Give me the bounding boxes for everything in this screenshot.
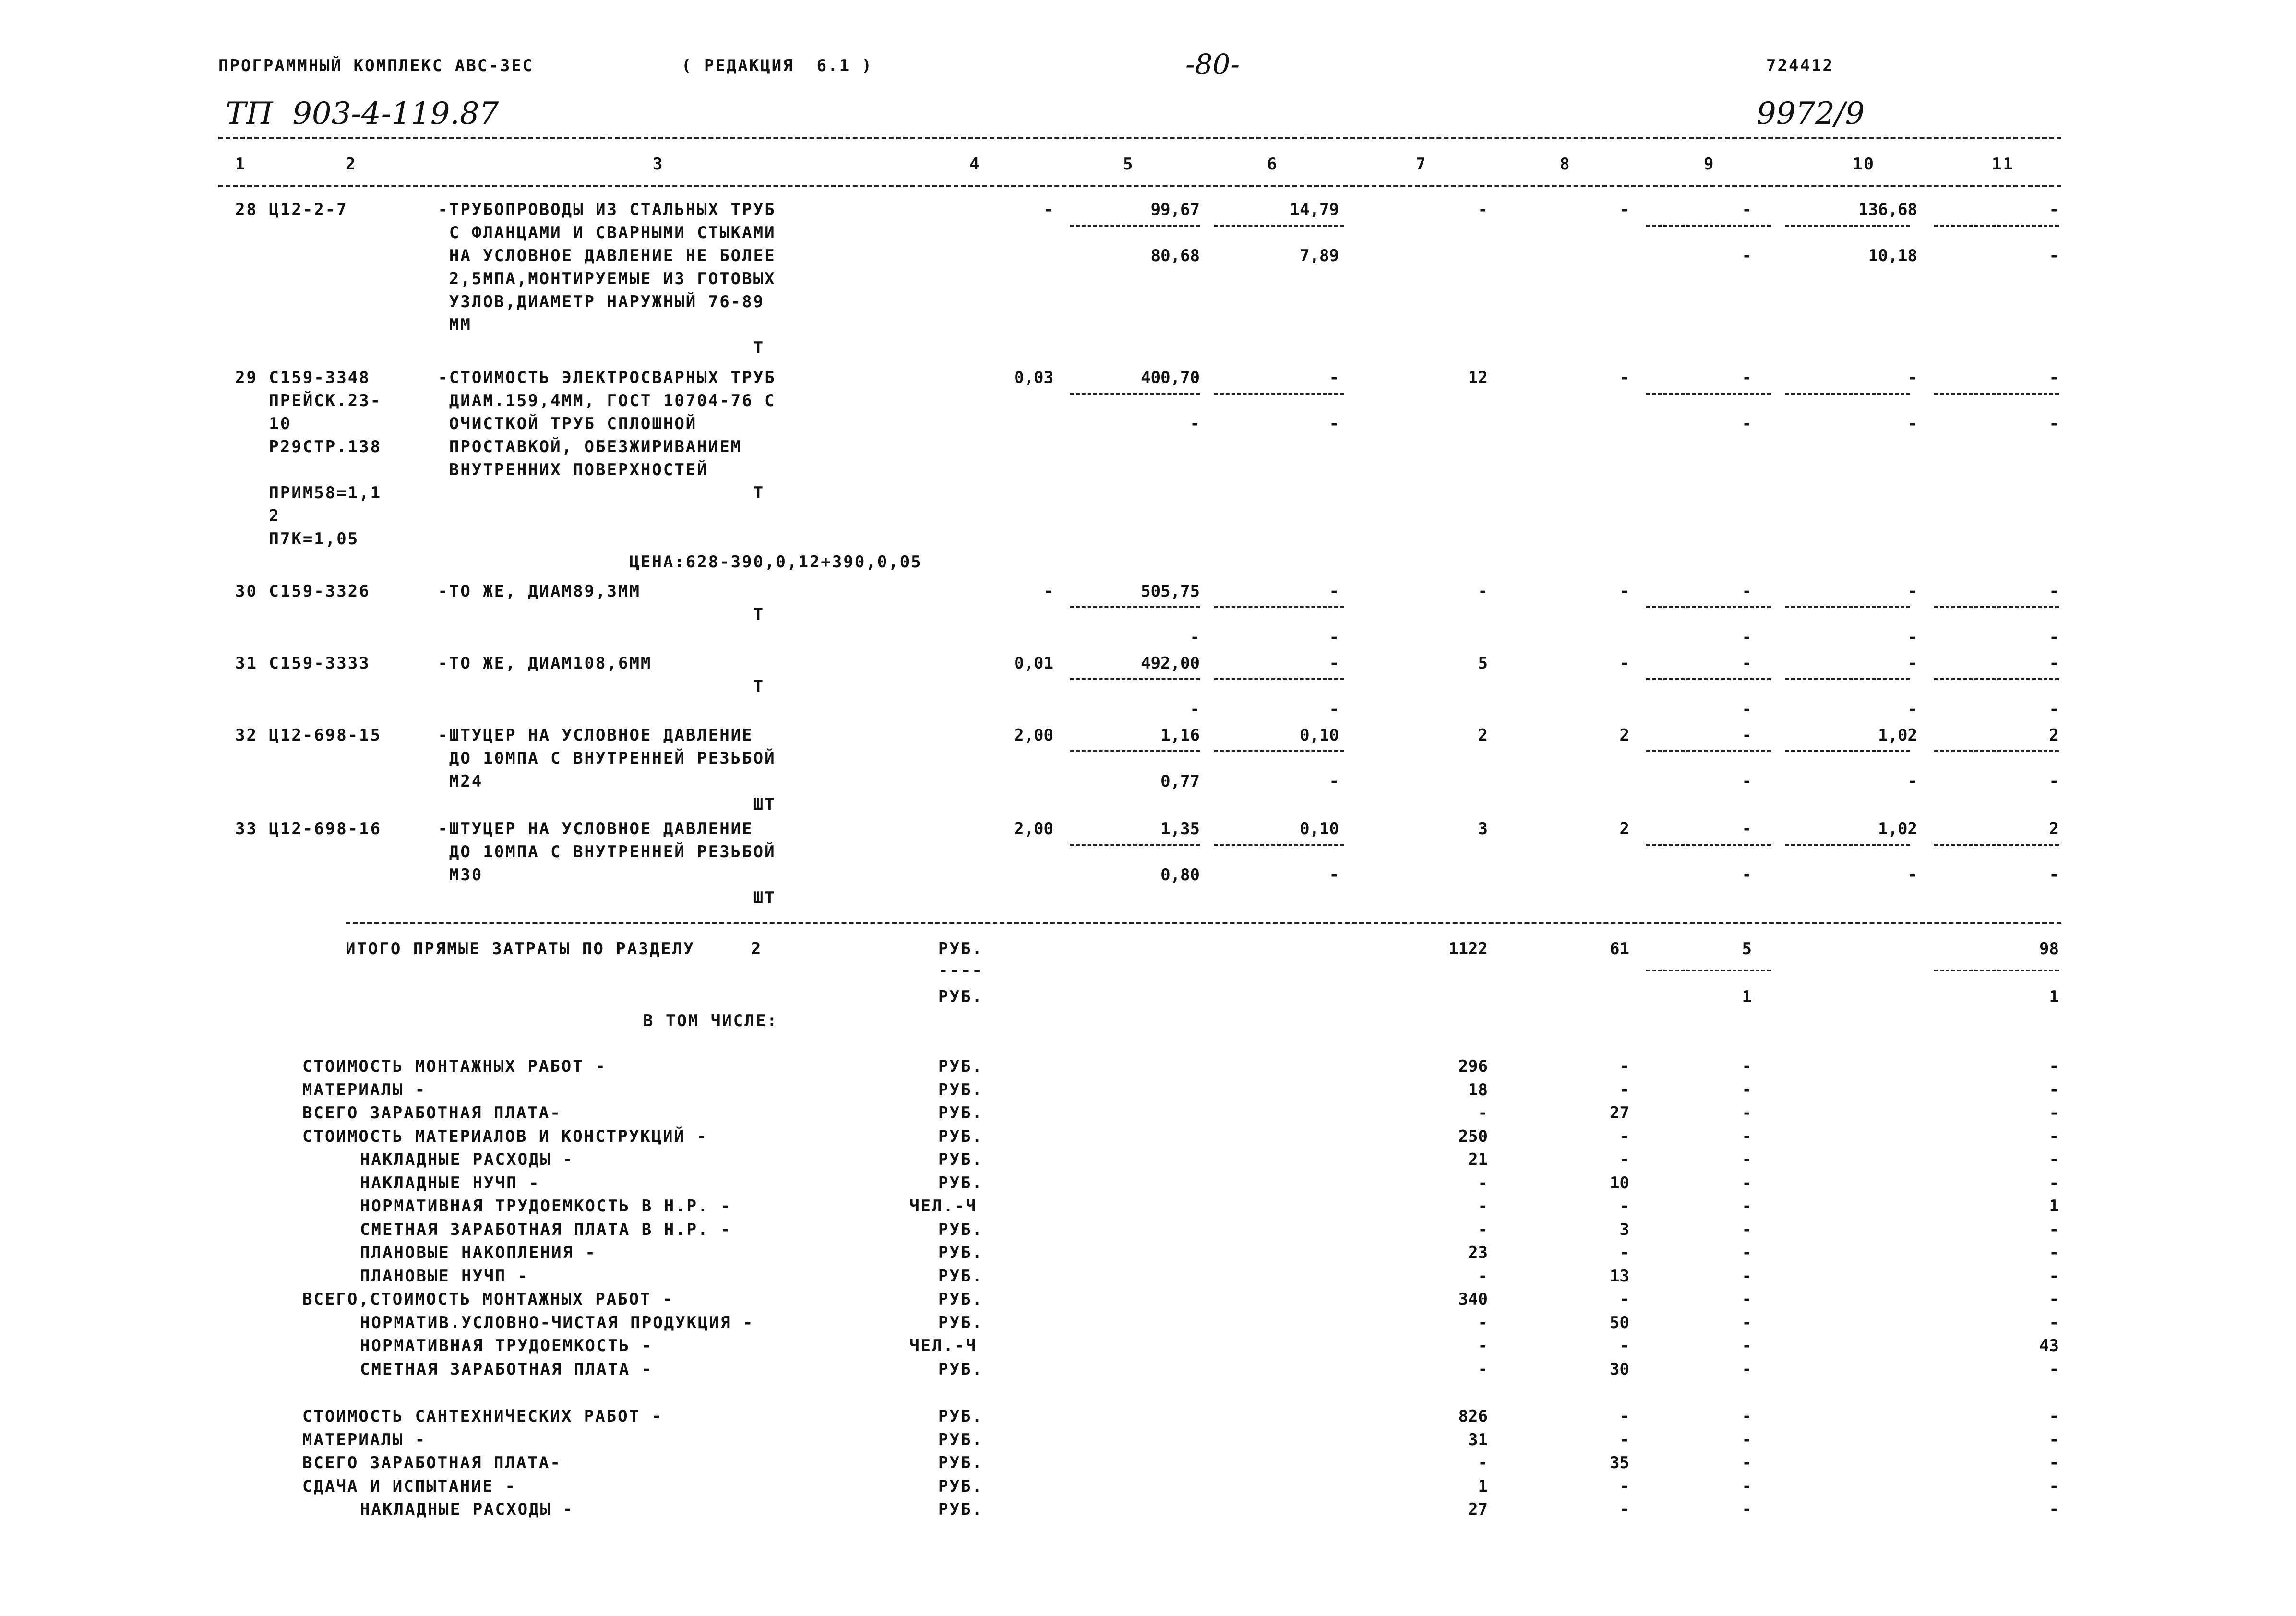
sub-divider xyxy=(1070,750,1200,752)
rule-totals xyxy=(346,922,2061,924)
cell-totals-col9-b: 1 xyxy=(1742,987,1752,1006)
row-text-line: М30 xyxy=(235,865,483,885)
breakdown-label: МАТЕРИАЛЫ - xyxy=(302,1430,427,1449)
cell-col9-b: - xyxy=(1742,865,1752,885)
cell-col8: - xyxy=(1619,1336,1629,1355)
row-text-line: 31 С159-3333 -ТО ЖЕ, ДИАМ108,6ММ xyxy=(235,654,652,673)
cell-col9: - xyxy=(1742,1220,1752,1239)
cell-col7: 1 xyxy=(1478,1476,1488,1496)
row-text-line: ШТ xyxy=(235,795,776,814)
breakdown-unit: РУБ. xyxy=(938,1126,983,1146)
cell-col8: - xyxy=(1619,200,1629,219)
cell-col9: - xyxy=(1742,1150,1752,1169)
breakdown-label: СТОИМОСТЬ МОНТАЖНЫХ РАБОТ - xyxy=(302,1057,607,1076)
cell-col9: - xyxy=(1742,1290,1752,1309)
cell-col8: 2 xyxy=(1619,819,1629,838)
row-text-line: ПРЕЙСК.23- ДИАМ.159,4ММ, ГОСТ 10704-76 С xyxy=(235,391,776,410)
cell-col6-b: 7,89 xyxy=(1300,246,1339,265)
row-text-line: Р29СТР.138 ПРОСТАВКОЙ, ОБЕЗЖИРИВАНИЕМ xyxy=(235,437,742,456)
column-header-6: 6 xyxy=(1267,155,1279,174)
cell-col5-b: 0,80 xyxy=(1160,865,1200,885)
sub-divider xyxy=(1214,678,1344,680)
cell-col8: - xyxy=(1619,1500,1629,1519)
breakdown-label: НАКЛАДНЫЕ РАСХОДЫ - xyxy=(360,1150,574,1169)
breakdown-unit: ЧЕЛ.-Ч xyxy=(909,1336,977,1355)
cell-col7: - xyxy=(1478,1336,1488,1355)
cell-col8: - xyxy=(1619,1080,1629,1100)
breakdown-label: НАКЛАДНЫЕ НУЧП - xyxy=(360,1173,540,1193)
cell-col5-b: 80,68 xyxy=(1150,246,1200,265)
cell-col11-a: 2 xyxy=(2049,819,2059,838)
row-text-line: Т xyxy=(235,605,765,624)
breakdown-label: НОРМАТИВНАЯ ТРУДОЕМКОСТЬ В Н.Р. - xyxy=(360,1197,732,1216)
cell-col11: - xyxy=(2049,1453,2059,1472)
cell-col9-b: - xyxy=(1742,772,1752,791)
cell-col7: 296 xyxy=(1458,1057,1488,1076)
breakdown-unit: РУБ. xyxy=(938,1266,983,1286)
sub-divider xyxy=(1214,606,1344,608)
cell-col4: - xyxy=(1043,582,1053,601)
cell-col9-a: - xyxy=(1742,582,1752,601)
cell-col9-b: - xyxy=(1742,246,1752,265)
cell-col11-b: - xyxy=(2049,246,2059,265)
cell-col8: - xyxy=(1619,1150,1629,1169)
cell-col10-b: - xyxy=(1907,865,1917,885)
row-text-line: 2,5МПА,МОНТИРУЕМЫЕ ИЗ ГОТОВЫХ xyxy=(235,269,776,288)
cell-col7: - xyxy=(1478,1266,1488,1286)
cell-col10-a: 136,68 xyxy=(1858,200,1917,219)
breakdown-unit: РУБ. xyxy=(938,1313,983,1332)
sub-divider xyxy=(1646,225,1771,227)
cell-col9-a: - xyxy=(1742,200,1752,219)
breakdown-label: СТОИМОСТЬ МАТЕРИАЛОВ И КОНСТРУКЦИЙ - xyxy=(302,1126,708,1146)
sub-divider xyxy=(1214,844,1344,846)
cell-col11: - xyxy=(2049,1359,2059,1379)
row-text-line: 10 ОЧИСТКОЙ ТРУБ СПЛОШНОЙ xyxy=(235,414,697,433)
column-header-2: 2 xyxy=(346,155,357,174)
sub-divider xyxy=(1934,678,2059,680)
sub-divider xyxy=(1646,393,1771,395)
cell-col9: - xyxy=(1742,1500,1752,1519)
cell-col9-a: - xyxy=(1742,726,1752,745)
cell-col6-a: 0,10 xyxy=(1300,819,1339,838)
sub-divider xyxy=(1934,844,2059,846)
cell-col10-b: - xyxy=(1907,700,1917,719)
cell-col6-a: 14,79 xyxy=(1290,200,1339,219)
rule-header xyxy=(218,185,2061,187)
cell-col11: - xyxy=(2049,1173,2059,1193)
sub-divider xyxy=(1646,844,1771,846)
cell-col10-b: - xyxy=(1907,772,1917,791)
breakdown-unit: РУБ. xyxy=(938,1430,983,1449)
row-text-line: 30 С159-3326 -ТО ЖЕ, ДИАМ89,3ММ xyxy=(235,582,641,601)
row-text-line: ДО 10МПА С ВНУТРЕННЕЙ РЕЗЬБОЙ xyxy=(235,842,776,862)
breakdown-unit: РУБ. xyxy=(938,1150,983,1169)
sub-divider xyxy=(1214,225,1344,227)
row-text-line: П7К=1,05 xyxy=(235,529,359,549)
breakdown-label: МАТЕРИАЛЫ - xyxy=(302,1080,427,1100)
cell-col11: - xyxy=(2049,1290,2059,1309)
cell-col8: 13 xyxy=(1610,1266,1629,1286)
breakdown-label: СДАЧА И ИСПЫТАНИЕ - xyxy=(302,1476,516,1496)
cell-col7: - xyxy=(1478,1359,1488,1379)
cell-col8: 35 xyxy=(1610,1453,1629,1472)
row-text-line: 28 Ц12-2-7 -ТРУБОПРОВОДЫ ИЗ СТАЛЬНЫХ ТРУБ xyxy=(235,200,776,219)
cell-col11: - xyxy=(2049,1266,2059,1286)
breakdown-unit: ЧЕЛ.-Ч xyxy=(909,1197,977,1216)
cell-col10-a: - xyxy=(1907,654,1917,673)
sub-divider xyxy=(1785,844,1910,846)
breakdown-label: ПЛАНОВЫЕ НАКОПЛЕНИЯ - xyxy=(360,1243,597,1262)
cell-col9: - xyxy=(1742,1313,1752,1332)
cell-col11: - xyxy=(2049,1243,2059,1262)
cell-col11: - xyxy=(2049,1126,2059,1146)
cell-col9: - xyxy=(1742,1243,1752,1262)
cell-col5-a: 1,16 xyxy=(1160,726,1200,745)
cell-col11: - xyxy=(2049,1057,2059,1076)
cell-col11-a: - xyxy=(2049,200,2059,219)
sheet-number: 9972/9 xyxy=(1757,96,1865,132)
cell-col9: - xyxy=(1742,1057,1752,1076)
breakdown-label: ВСЕГО,СТОИМОСТЬ МОНТАЖНЫХ РАБОТ - xyxy=(302,1290,674,1309)
document-id: ТП 903-4-119.87 xyxy=(226,96,499,132)
breakdown-label: СТОИМОСТЬ САНТЕХНИЧЕСКИХ РАБОТ - xyxy=(302,1407,663,1426)
row-text-line: М24 xyxy=(235,772,483,791)
cell-col7: - xyxy=(1478,1313,1488,1332)
cell-col11: - xyxy=(2049,1430,2059,1449)
cell-col11: - xyxy=(2049,1407,2059,1426)
sub-divider xyxy=(1070,606,1200,608)
cell-col7: - xyxy=(1478,200,1488,219)
cell-col11-a: - xyxy=(2049,654,2059,673)
breakdown-unit: РУБ. xyxy=(938,1453,983,1472)
cell-totals-col11-b: 1 xyxy=(2049,987,2059,1006)
sub-divider xyxy=(1934,970,2059,971)
program-title: ПРОГРАММНЫЙ КОМПЛЕКС АВС-ЗЕС xyxy=(218,56,534,75)
cell-col9-a: - xyxy=(1742,368,1752,387)
cell-col7: 826 xyxy=(1458,1407,1488,1426)
cell-col9: - xyxy=(1742,1080,1752,1100)
cell-col5-b: - xyxy=(1190,628,1200,647)
sub-divider xyxy=(1934,750,2059,752)
sub-divider xyxy=(1214,393,1344,395)
sub-divider xyxy=(1934,393,2059,395)
cell-col9: - xyxy=(1742,1359,1752,1379)
breakdown-label: НОРМАТИВНАЯ ТРУДОЕМКОСТЬ - xyxy=(360,1336,653,1355)
cell-col4: 2,00 xyxy=(1014,726,1053,745)
sub-divider xyxy=(1646,678,1771,680)
sub-divider xyxy=(1785,225,1910,227)
column-header-10: 10 xyxy=(1853,155,1875,174)
cell-col7: - xyxy=(1478,1453,1488,1472)
cell-col10-a: - xyxy=(1907,368,1917,387)
row-text-line: ШТ xyxy=(235,888,776,908)
cell-col9-a: - xyxy=(1742,819,1752,838)
cell-col9-a: - xyxy=(1742,654,1752,673)
cell-col11-b: - xyxy=(2049,865,2059,885)
row-text-line: ДО 10МПА С ВНУТРЕННЕЙ РЕЗЬБОЙ xyxy=(235,749,776,768)
doc-code: 724412 xyxy=(1766,56,1834,75)
sub-divider xyxy=(1070,678,1200,680)
cell-col7: - xyxy=(1478,1197,1488,1216)
column-header-1: 1 xyxy=(235,155,247,174)
breakdown-unit: РУБ. xyxy=(938,1220,983,1239)
cell-col4: 0,01 xyxy=(1014,654,1053,673)
breakdown-unit: РУБ. xyxy=(938,1173,983,1193)
cell-col6-b: - xyxy=(1329,772,1339,791)
cell-col7: 250 xyxy=(1458,1126,1488,1146)
cell-col8: - xyxy=(1619,582,1629,601)
cell-col9: - xyxy=(1742,1103,1752,1123)
sub-divider xyxy=(1646,970,1771,971)
cell-col11-a: - xyxy=(2049,368,2059,387)
column-header-9: 9 xyxy=(1704,155,1715,174)
cell-col7: 23 xyxy=(1468,1243,1488,1262)
breakdown-label: СМЕТНАЯ ЗАРАБОТНАЯ ПЛАТА - xyxy=(360,1359,653,1379)
cell-col11-a: - xyxy=(2049,582,2059,601)
cell-col7: 31 xyxy=(1468,1430,1488,1449)
cell-col8: 27 xyxy=(1610,1103,1629,1123)
cell-col6-b: - xyxy=(1329,414,1339,433)
sub-divider xyxy=(1070,393,1200,395)
sub-divider xyxy=(1785,678,1910,680)
breakdown-unit: РУБ. xyxy=(938,1290,983,1309)
row-text-line: 29 С159-3348 -СТОИМОСТЬ ЭЛЕКТРОСВАРНЫХ ТРУБ xyxy=(235,368,776,387)
cell-col5-a: 400,70 xyxy=(1141,368,1200,387)
column-header-11: 11 xyxy=(1992,155,2014,174)
cell-totals-col9-a: 5 xyxy=(1742,939,1752,958)
cell-col5-a: 505,75 xyxy=(1141,582,1200,601)
cell-col8: 10 xyxy=(1610,1173,1629,1193)
cell-col6-a: 0,10 xyxy=(1300,726,1339,745)
cell-col10-a: - xyxy=(1907,582,1917,601)
cell-col6-a: - xyxy=(1329,654,1339,673)
row-text-line: 32 Ц12-698-15 -ШТУЦЕР НА УСЛОВНОЕ ДАВЛЕНИЕ xyxy=(235,726,753,745)
cell-col8: - xyxy=(1619,1126,1629,1146)
breakdown-unit: РУБ. xyxy=(938,1080,983,1100)
sub-divider xyxy=(1785,393,1910,395)
totals-label: ИТОГО ПРЯМЫЕ ЗАТРАТЫ ПО РАЗДЕЛУ 2 xyxy=(346,939,763,958)
sub-divider xyxy=(1214,750,1344,752)
sub-divider xyxy=(1785,606,1910,608)
row-text-line: ММ xyxy=(235,315,472,335)
cell-col9-b: - xyxy=(1742,628,1752,647)
cell-col11: - xyxy=(2049,1476,2059,1496)
cell-totals-col7: 1122 xyxy=(1448,939,1488,958)
column-header-5: 5 xyxy=(1123,155,1135,174)
row-text-line: 33 Ц12-698-16 -ШТУЦЕР НА УСЛОВНОЕ ДАВЛЕНИЕ xyxy=(235,819,753,838)
edition-label: ( РЕДАКЦИЯ 6.1 ) xyxy=(682,56,873,75)
row-text-line: Т xyxy=(235,338,765,358)
including-heading: В ТОМ ЧИСЛЕ: xyxy=(643,1011,778,1030)
cell-col11: - xyxy=(2049,1220,2059,1239)
row-text-line: ВНУТРЕННИХ ПОВЕРХНОСТЕЙ xyxy=(235,460,708,479)
cell-col10-a: 1,02 xyxy=(1878,726,1917,745)
cell-col9: - xyxy=(1742,1407,1752,1426)
cell-col8: - xyxy=(1619,1430,1629,1449)
sub-divider xyxy=(1934,606,2059,608)
cell-col7: 340 xyxy=(1458,1290,1488,1309)
sub-divider xyxy=(1785,750,1910,752)
cell-col5-a: 1,35 xyxy=(1160,819,1200,838)
rule-top xyxy=(218,137,2061,139)
column-header-3: 3 xyxy=(653,155,664,174)
cell-col4: 2,00 xyxy=(1014,819,1053,838)
row-text-line: С ФЛАНЦАМИ И СВАРНЫМИ СТЫКАМИ xyxy=(235,223,776,242)
sub-divider xyxy=(1070,225,1200,227)
row-text-line: ПРИМ58=1,1 Т xyxy=(235,483,765,503)
cell-col9-b: - xyxy=(1742,414,1752,433)
cell-col5-b: - xyxy=(1190,700,1200,719)
cell-col5-a: 492,00 xyxy=(1141,654,1200,673)
cell-col8: - xyxy=(1619,654,1629,673)
cell-col10-b: - xyxy=(1907,414,1917,433)
breakdown-unit: РУБ. xyxy=(938,1476,983,1496)
cell-col11: - xyxy=(2049,1500,2059,1519)
cell-col11: - xyxy=(2049,1150,2059,1169)
breakdown-label: НАКЛАДНЫЕ РАСХОДЫ - xyxy=(360,1500,574,1519)
breakdown-unit: РУБ. xyxy=(938,1103,983,1123)
cell-col8: 3 xyxy=(1619,1220,1629,1239)
cell-col8: - xyxy=(1619,1243,1629,1262)
breakdown-unit: РУБ. xyxy=(938,1243,983,1262)
sub-divider xyxy=(1646,606,1771,608)
cell-col8: 2 xyxy=(1619,726,1629,745)
cell-col7: 3 xyxy=(1478,819,1488,838)
cell-col9: - xyxy=(1742,1197,1752,1216)
cell-col9: - xyxy=(1742,1430,1752,1449)
cell-col8: 30 xyxy=(1610,1359,1629,1379)
cell-col9-b: - xyxy=(1742,700,1752,719)
cell-col7: - xyxy=(1478,1103,1488,1123)
page-number: -80- xyxy=(1185,48,1240,81)
sub-divider xyxy=(1070,844,1200,846)
breakdown-unit: РУБ. xyxy=(938,1500,983,1519)
cell-col6-a: - xyxy=(1329,368,1339,387)
row-text-line: 2 xyxy=(235,506,280,526)
cell-col11: - xyxy=(2049,1313,2059,1332)
cell-col7: 5 xyxy=(1478,654,1488,673)
cell-col6-b: - xyxy=(1329,700,1339,719)
column-header-7: 7 xyxy=(1416,155,1427,174)
row-text-line: НА УСЛОВНОЕ ДАВЛЕНИЕ НЕ БОЛЕЕ xyxy=(235,246,776,265)
cell-col9: - xyxy=(1742,1126,1752,1146)
cell-col11-b: - xyxy=(2049,414,2059,433)
cell-col11: 43 xyxy=(2039,1336,2059,1355)
row-text-line: ЦЕНА:628-390,0,12+390,0,05 xyxy=(235,552,922,572)
cell-col9: - xyxy=(1742,1173,1752,1193)
breakdown-label: НОРМАТИВ.УСЛОВНО-ЧИСТАЯ ПРОДУКЦИЯ - xyxy=(360,1313,754,1332)
cell-col4: 0,03 xyxy=(1014,368,1053,387)
cell-col7: 2 xyxy=(1478,726,1488,745)
breakdown-label: ВСЕГО ЗАРАБОТНАЯ ПЛАТА- xyxy=(302,1453,562,1472)
cell-col7: 27 xyxy=(1468,1500,1488,1519)
cell-col10-b: - xyxy=(1907,628,1917,647)
cell-col7: 12 xyxy=(1468,368,1488,387)
cell-col8: - xyxy=(1619,1476,1629,1496)
cell-col10-a: 1,02 xyxy=(1878,819,1917,838)
cell-col5-b: - xyxy=(1190,414,1200,433)
row-text-line: Т xyxy=(235,677,765,696)
cell-col7: - xyxy=(1478,1220,1488,1239)
cell-col5-a: 99,67 xyxy=(1150,200,1200,219)
breakdown-unit: РУБ. xyxy=(938,1359,983,1379)
cell-col8: - xyxy=(1619,1197,1629,1216)
cell-col11: - xyxy=(2049,1103,2059,1123)
cell-col7: 21 xyxy=(1468,1150,1488,1169)
breakdown-label: ВСЕГО ЗАРАБОТНАЯ ПЛАТА- xyxy=(302,1103,562,1123)
cell-totals-col8: 61 xyxy=(1610,939,1629,958)
column-header-8: 8 xyxy=(1560,155,1571,174)
sub-divider xyxy=(1934,225,2059,227)
cell-col11-b: - xyxy=(2049,628,2059,647)
cell-col7: - xyxy=(1478,582,1488,601)
cell-col11-b: - xyxy=(2049,700,2059,719)
cell-col11: 1 xyxy=(2049,1197,2059,1216)
totals-unit: РУБ. xyxy=(938,987,983,1006)
cell-col9: - xyxy=(1742,1453,1752,1472)
cell-totals-col11-a: 98 xyxy=(2039,939,2059,958)
cell-col9: - xyxy=(1742,1266,1752,1286)
cell-col8: - xyxy=(1619,368,1629,387)
row-text-line: УЗЛОВ,ДИАМЕТР НАРУЖНЫЙ 76-89 xyxy=(235,292,765,311)
cell-col6-a: - xyxy=(1329,582,1339,601)
column-header-4: 4 xyxy=(969,155,981,174)
breakdown-label: ПЛАНОВЫЕ НУЧП - xyxy=(360,1266,529,1286)
cell-col11-b: - xyxy=(2049,772,2059,791)
cell-col10-b: 10,18 xyxy=(1868,246,1917,265)
cell-col9: - xyxy=(1742,1476,1752,1496)
cell-col8: - xyxy=(1619,1057,1629,1076)
cell-col4: - xyxy=(1043,200,1053,219)
cell-col11: - xyxy=(2049,1080,2059,1100)
breakdown-label: СМЕТНАЯ ЗАРАБОТНАЯ ПЛАТА В Н.Р. - xyxy=(360,1220,732,1239)
sub-divider xyxy=(1646,750,1771,752)
cell-col11-a: 2 xyxy=(2049,726,2059,745)
cell-col5-b: 0,77 xyxy=(1160,772,1200,791)
cell-col9: - xyxy=(1742,1336,1752,1355)
cell-col8: 50 xyxy=(1610,1313,1629,1332)
breakdown-unit: РУБ. xyxy=(938,1057,983,1076)
cell-col8: - xyxy=(1619,1290,1629,1309)
totals-unit: РУБ. xyxy=(938,939,983,958)
cell-col6-b: - xyxy=(1329,628,1339,647)
cell-col7: - xyxy=(1478,1173,1488,1193)
cell-col7: 18 xyxy=(1468,1080,1488,1100)
cell-col8: - xyxy=(1619,1407,1629,1426)
totals-unit-dash: ---- xyxy=(938,961,983,980)
cell-col6-b: - xyxy=(1329,865,1339,885)
breakdown-unit: РУБ. xyxy=(938,1407,983,1426)
